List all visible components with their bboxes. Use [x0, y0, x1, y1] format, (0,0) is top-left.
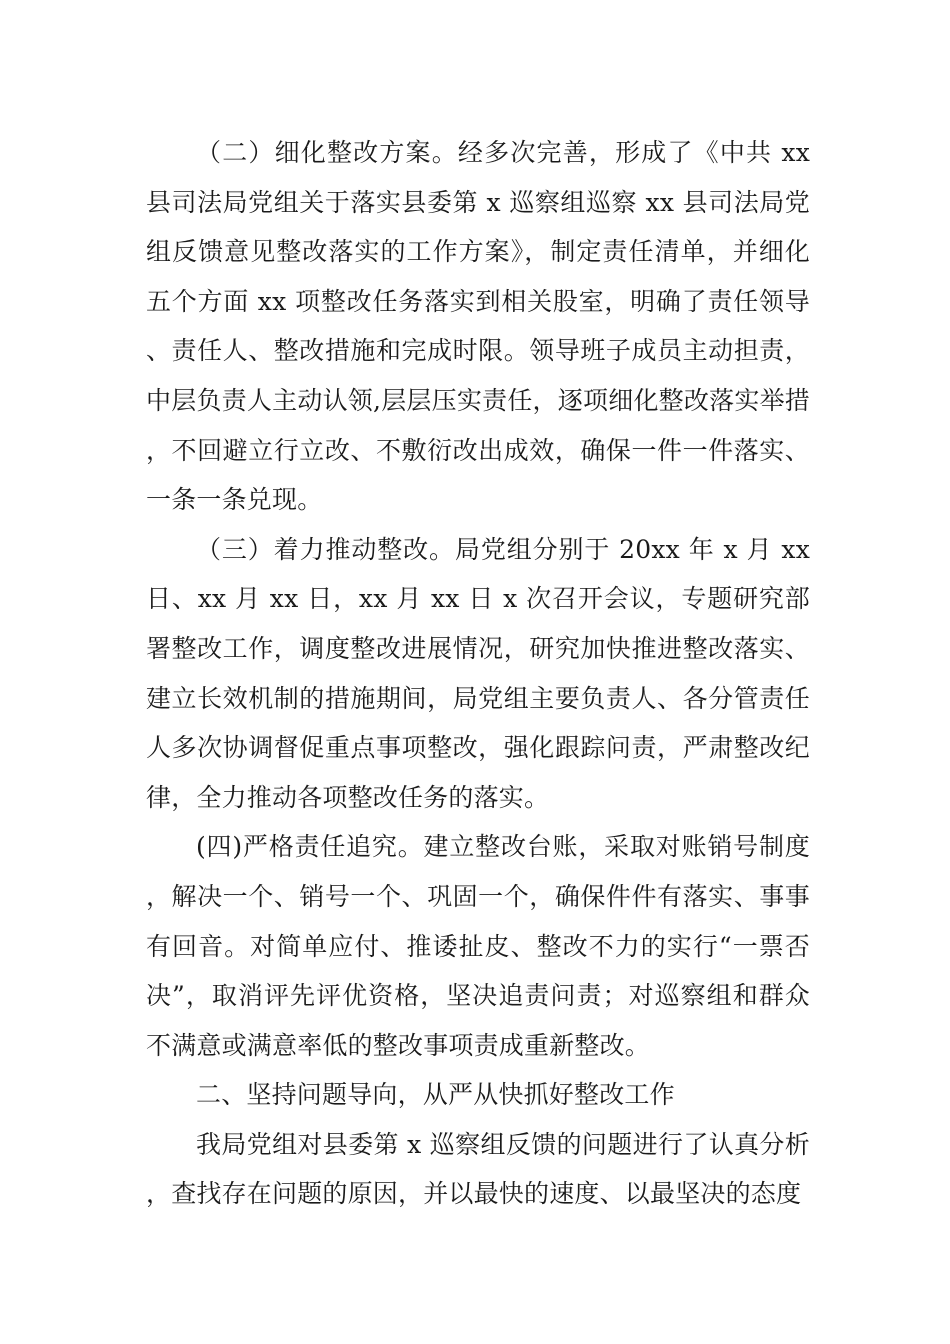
- section-heading-problem-oriented: 二、坚持问题导向，从严从快抓好整改工作: [196, 1080, 675, 1110]
- paragraph-analysis: 我局党组对县委第 x 巡察组反馈的问题进行了认真分析，查找存在问题的原因，并以最快的速度、以最坚决的态度: [146, 1129, 810, 1209]
- paragraph-accountability: (四)严格责任追究。建立整改台账，采取对账销号制度，解决一个、销号一个、巩固一个，确保件件有落实、事事有回音。对简单应付、推诿扯皮、整改不力的实行“一票否决”，取消评先评优资格，坚决追责问责；对巡察组和群众不满意或满意率低的整改事项责成重新整改。: [146, 832, 810, 1060]
- paragraph-refine-plan: （二）细化整改方案。经多次完善，形成了《中共 xx 县司法局党组关于落实县委第 x 巡察组巡察 xx 县司法局党组反馈意见整改落实的工作方案》，制定责任清单，并细化五个方面 xx 项整改任务落实到相关股室，明确了责任领导、责任人、整改措施和完成时限。领导班子成员主动担责，中层负责人主动认领,层层压实责任，逐项细化整改落实举措，不回避立行立改、不敷衍改出成效，确保一件一件落实、一条一条兑现。: [146, 138, 810, 515]
- document-body: [146, 128, 810, 1219]
- paragraph-promote-rectification: （三）着力推动整改。局党组分别于 20xx 年 x 月 xx 日、xx 月 xx 日，xx 月 xx 日 x 次召开会议，专题研究部署整改工作，调度整改进展情况，研究加快推进整改落实、建立长效机制的措施期间，局党组主要负责人、各分管责任人多次协调督促重点事项整改，强化跟踪问责，严肃整改纪律，全力推动各项整改任务的落实。: [146, 534, 810, 812]
